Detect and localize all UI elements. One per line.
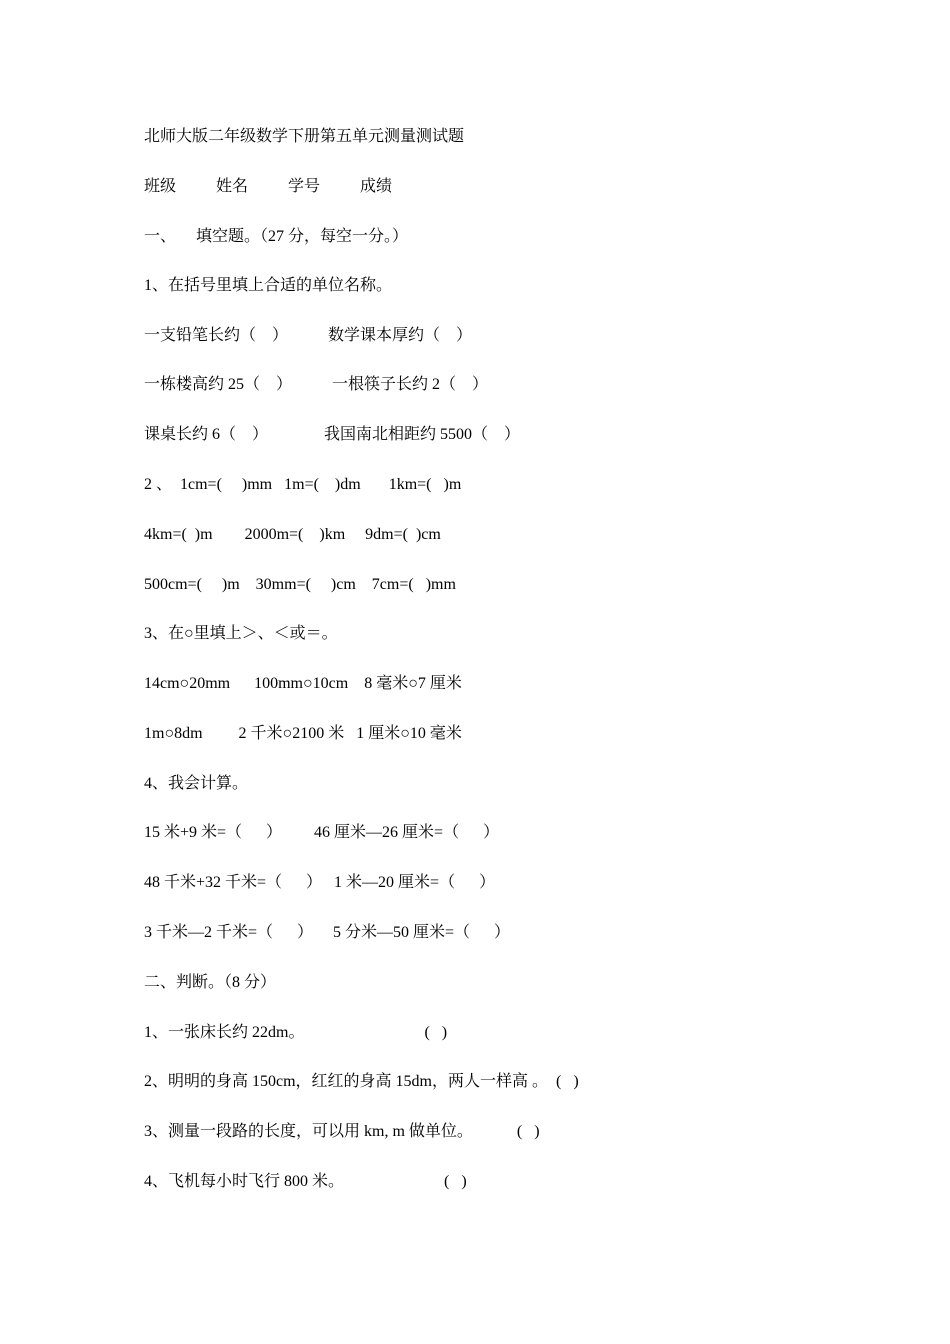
judge-item-4: 4、飞机每小时飞行 800 米。 ( ) <box>144 1173 467 1190</box>
judge-item-3: 3、测量一段路的长度，可以用 km, m 做单位。 ( ) <box>144 1123 540 1140</box>
q3-line-2: 1m○8dm 2 千米○2100 米 1 厘米○10 毫米 <box>144 725 462 742</box>
q4-prompt: 4、我会计算。 <box>144 775 249 792</box>
judge-item-2: 2、明明的身高 150cm，红红的身高 15dm，两人一样高 。 ( ) <box>144 1073 579 1090</box>
q4-line-2: 48 千米+32 千米=（ ） 1 米—20 厘米=（ ） <box>144 874 496 891</box>
q3-prompt: 3、在○里填上＞、＜或＝。 <box>144 625 338 642</box>
q3-line-1: 14cm○20mm 100mm○10cm 8 毫米○7 厘米 <box>144 675 462 692</box>
q1-line-2: 一栋楼高约 25（ ） 一根筷子长约 2（ ） <box>144 376 489 393</box>
student-info-line: 班级 姓名 学号 成绩 <box>144 178 393 195</box>
q1-line-3: 课桌长约 6（ ） 我国南北相距约 5500（ ） <box>144 426 521 443</box>
section1-heading: 一、 填空题。（27 分，每空一分。） <box>144 228 409 245</box>
q2-line-2: 4km=( )m 2000m=( )km 9dm=( )cm <box>144 526 441 543</box>
section2-heading: 二、判断。（8 分） <box>144 974 277 991</box>
q2-line-3: 500cm=( )m 30mm=( )cm 7cm=( )mm <box>144 576 456 593</box>
q4-line-3: 3 千米—2 千米=（ ） 5 分米—50 厘米=（ ） <box>144 924 511 941</box>
q1-prompt: 1、在括号里填上合适的单位名称。 <box>144 277 393 294</box>
q1-line-1: 一支铅笔长约（ ） 数学课本厚约（ ） <box>144 327 473 344</box>
page-title: 北师大版二年级数学下册第五单元测量测试题 <box>144 128 465 145</box>
q2-line-1: 2 、 1cm=( )mm 1m=( )dm 1km=( )m <box>144 476 462 493</box>
q4-line-1: 15 米+9 米=（ ） 46 厘米—26 厘米=（ ） <box>144 824 500 841</box>
judge-item-1: 1、一张床长约 22dm。 ( ) <box>144 1024 448 1041</box>
